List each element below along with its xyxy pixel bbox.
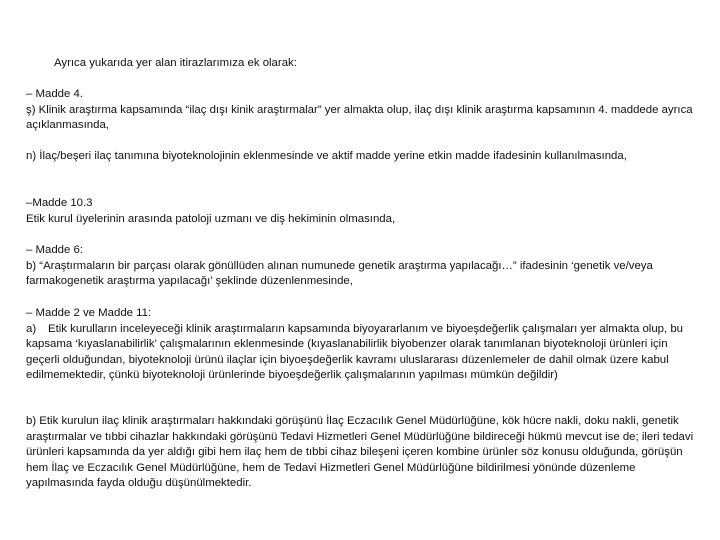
section-body: ş) Klinik araştırma kapsamında “ilaç dışı kinik araştırmalar” yer almakta olup, ilaç dışı klinik araştırma kapsamının 4. maddede ayrıca açıklanmasında, [26,103,693,132]
section-etik-kurul-gorus [26,414,698,492]
section-heading: –Madde 10.3 [26,197,93,209]
section-body: b) “Araştırmaların bir parçası olarak gönüllüden alınan numunede genetik araştırma yapılacağı…” ifadesinin ‘genetik ve/veya farmakogenetik araştırma yapılacağı’ şeklinde düzenlenmesinde, [26,259,653,288]
item-label: a) [26,322,37,335]
section-ilac-tanimi [26,149,698,165]
section-heading: – Madde 2 ve Madde 11: [26,307,152,319]
section-madde-4 [26,87,698,134]
section-body: n) İlaç/beşeri ilaç tanımına biyoteknolojinin eklenmesinde ve aktif madde yerine etkin madde ifadesinin kullanılmasında, [26,150,627,162]
section-heading: – Madde 6: [26,244,83,256]
section-madde-10-3 [26,196,698,227]
section-madde-2-ve-11 [26,306,698,384]
section-madde-6 [26,243,698,290]
section-heading: – Madde 4. [26,88,83,100]
section-body [26,322,698,384]
section-body: b) Etik kurulun ilaç klinik araştırmaları hakkındaki görüşünü İlaç Eczacılık Genel Müdürlüğüne, kök hücre nakli, doku nakli, genetik araştırmalar ve tıbbi cihazlar hakkındaki görüşünü Tedavi Hizmetleri Genel Müdürlüğüne bildireceği hükmü mevcut ise de; ileri tedavi ürünleri kapsamında da yer aldığı gibi hem ilaç hem de tıbbi cihaz bileşeni içeren kombine ürünler söz konusu olduğunda, görüşün hem İlaç ve Eczacılık Genel Müdürlüğüne, hem de Tedavi Hizmetleri Genel Müdürlüğüne bildirilmesi yönünde düzenleme yapılmasında fayda olduğu düşünülmektedir. [26,415,694,490]
item-text: Etik kurulların inceleyeceği klinik araştırmaların kapsamında biyoyararlanım ve biyoeşdeğerlik çalışmaları yer almakta olup, bu kapsama ‘kıyaslanabilirlik’ çalışmalarının eklenmesinde (kıyaslanabilirlik biyobenzer olarak tanımlanan biyoteknoloji ürünleri için geçerli olduğundan, biyoteknoloji ürünü ilaçlar için biyoeşdeğerlik kavramı uluslararası düzenlemeler de dahil olmak üzere kabul edilmemektedir, çünkü biyoteknoloji ürünlerinde biyoeşdeğerlik çalışmalarının yapılması mümkün değildir) [26,322,683,382]
intro-text: Ayrıca yukarıda yer alan itirazlarımıza ek olarak: [54,57,297,69]
section-body: Etik kurul üyelerinin arasında patoloji uzmanı ve diş hekiminin olmasında, [26,212,396,225]
